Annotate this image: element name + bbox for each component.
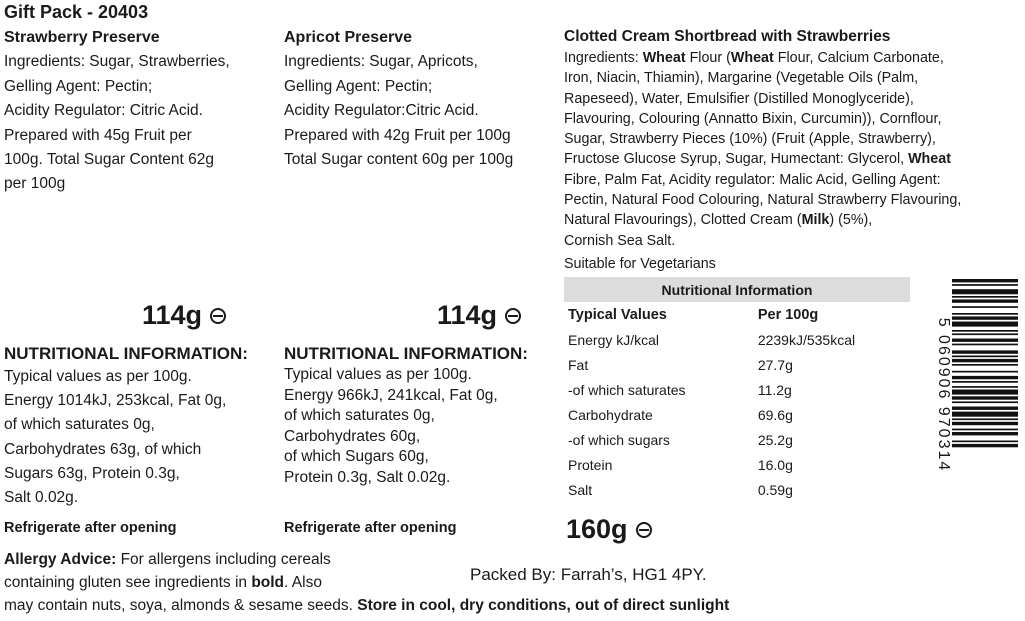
nutrition-line: Protein 0.3g, Salt 0.02g. xyxy=(284,468,451,486)
table-header: Per 100g xyxy=(757,306,819,323)
fruit-content-line: 100g. Total Sugar Content 62g xyxy=(4,151,214,169)
nutrient-name: Fat xyxy=(568,356,589,373)
storage-note: Refrigerate after opening xyxy=(284,520,457,536)
barcode-bar xyxy=(952,316,1018,319)
strawberry-nutrition xyxy=(4,343,279,510)
barcode-bar xyxy=(952,386,1018,388)
ingredients-line: Cornish Sea Salt. xyxy=(564,232,676,249)
fruit-content-line: Total Sugar content 60g per 100g xyxy=(284,151,514,169)
strawberry-preserve-section xyxy=(4,26,272,197)
weight-value: 160g xyxy=(566,514,628,544)
barcode-bar xyxy=(952,356,1018,358)
weight-value: 114g xyxy=(142,300,203,330)
nutrient-name: -of which saturates xyxy=(568,381,686,398)
ingredients-line: Acidity Regulator: Citric Acid. xyxy=(4,102,203,120)
barcode-bar xyxy=(952,344,1018,346)
barcode-bar xyxy=(952,432,1018,435)
nutrient-value: 0.59g xyxy=(757,481,793,498)
ingredients-line: Rapeseed), Water, Emulsifier (Distilled Monoglyceride), xyxy=(564,90,914,107)
storage-instruction: Store in cool, dry conditions, out of direct sunlight xyxy=(357,597,730,614)
barcode-bar xyxy=(952,407,1018,410)
nutrition-table-title: Nutritional Information xyxy=(564,277,910,302)
barcode-bar xyxy=(952,364,1018,366)
nutrient-value: 16.0g xyxy=(757,456,793,473)
nutrient-name: Carbohydrate xyxy=(568,406,653,423)
barcode-bar xyxy=(952,313,1018,315)
nutrition-line: Typical values as per 100g. xyxy=(4,368,192,385)
nutrition-line: Energy 966kJ, 241kcal, Fat 0g, xyxy=(284,386,498,404)
ingredients-line: Ingredients: Sugar, Strawberries, xyxy=(4,53,230,71)
weight-value: 114g xyxy=(437,300,498,330)
vegetarian-note: Suitable for Vegetarians xyxy=(564,255,716,272)
net-weight xyxy=(437,300,521,331)
table-row xyxy=(564,477,910,502)
allergy-text: For allergens including cereals xyxy=(116,551,331,568)
nutrition-line: Carbohydrates 63g, of which xyxy=(4,440,202,458)
nutrition-line: of which saturates 0g, xyxy=(4,416,155,434)
apricot-nutrition xyxy=(284,343,559,489)
allergy-line xyxy=(4,594,729,617)
table-row xyxy=(564,327,910,352)
ingredients-line: Sugar, Strawberry Pieces (10%) (Fruit (Apple, Strawberry), xyxy=(564,131,936,148)
barcode-bar xyxy=(952,339,1018,342)
barcode-bar xyxy=(952,396,1018,399)
shortbread-section xyxy=(564,26,1016,274)
nutrient-value: 25.2g xyxy=(757,431,793,448)
packed-by: Packed By: Farrah’s, HG1 4PY. xyxy=(470,565,707,584)
barcode-bar xyxy=(952,371,1018,373)
barcode-bar xyxy=(952,289,1018,294)
nutrient-name: -of which sugars xyxy=(568,431,670,448)
barcode-number: 5 060906 970314 xyxy=(935,317,952,473)
barcode-bar xyxy=(952,412,1018,417)
nutrient-value: 27.7g xyxy=(757,356,793,373)
ingredients-line: Ingredients: Wheat Flour (Wheat Flour, Calcium Carbonate, xyxy=(564,50,944,66)
nutrition-line: Salt 0.02g. xyxy=(4,489,79,507)
page-title: Gift Pack - 20403 xyxy=(4,2,149,22)
table-header: Typical Values xyxy=(568,306,667,323)
nutrient-value: 11.2g xyxy=(757,381,792,398)
table-row xyxy=(564,377,910,402)
table-row xyxy=(564,427,910,452)
nutrient-name: Salt xyxy=(568,481,593,498)
barcode-bar xyxy=(952,296,1018,298)
nutrient-name: Protein xyxy=(568,456,613,473)
nutrition-line: Sugars 63g, Protein 0.3g, xyxy=(4,464,180,482)
nutrition-line: of which saturates 0g, xyxy=(284,407,435,425)
barcode-bar xyxy=(952,429,1018,431)
barcode-bar xyxy=(952,333,1018,335)
estimated-sign-icon xyxy=(505,308,521,324)
product-name: Clotted Cream Shortbread with Strawberries xyxy=(564,28,891,45)
ingredients-line: Acidity Regulator:Citric Acid. xyxy=(284,102,479,120)
nutrient-value: 69.6g xyxy=(757,406,793,423)
nutrient-value: 2239kJ/535kcal xyxy=(757,331,856,348)
barcode-bar xyxy=(952,444,1018,447)
table-row xyxy=(564,402,910,427)
ingredients-line: Iron, Niacin, Thiamin), Margarine (Vegetable Oils (Palm, xyxy=(564,70,919,87)
ingredients-line: Pectin, Natural Food Colouring, Natural Strawberry Flavouring, xyxy=(564,192,962,209)
fruit-content-line: Prepared with 42g Fruit per 100g xyxy=(284,126,511,144)
nutrition-line: of which Sugars 60g, xyxy=(284,448,429,466)
barcode-bar xyxy=(952,359,1018,362)
estimated-sign-icon xyxy=(636,522,652,538)
allergy-bold-word: bold xyxy=(251,574,285,591)
barcode-bar xyxy=(952,441,1018,443)
nutrition-table xyxy=(564,277,910,502)
net-weight xyxy=(566,514,652,545)
barcode-bar xyxy=(952,299,1018,302)
ingredients-line: Gelling Agent: Pectin; xyxy=(284,77,433,95)
nutrition-line: Energy 1014kJ, 253kcal, Fat 0g, xyxy=(4,392,227,410)
ingredients-line: Ingredients: Sugar, Apricots, xyxy=(284,53,478,71)
fruit-content-line: per 100g xyxy=(4,175,66,193)
allergy-text: may contain nuts, soya, almonds & sesame seeds. xyxy=(4,597,358,614)
barcode-bar xyxy=(952,350,1018,353)
ingredients-line: Fibre, Palm Fat, Acidity regulator: Malic Acid, Gelling Agent: xyxy=(564,171,941,188)
barcode-bar xyxy=(952,401,1018,403)
barcode xyxy=(928,277,1020,515)
ingredients-line: Natural Flavourings), Clotted Cream (Milk) (5%), xyxy=(564,212,873,229)
ingredients-line: Flavouring, Colouring (Annatto Bixin, Curcumin)), Cornflour, xyxy=(564,110,942,127)
table-row xyxy=(564,452,910,477)
barcode-bar xyxy=(952,376,1018,379)
barcode-bar xyxy=(952,284,1018,286)
nutrient-name: Energy kJ/kcal xyxy=(568,331,660,348)
barcode-bar xyxy=(952,330,1018,332)
barcode-bar xyxy=(952,418,1018,420)
product-name: Strawberry Preserve xyxy=(4,29,160,46)
ingredients-line: Gelling Agent: Pectin; xyxy=(4,77,153,95)
allergy-label: Allergy Advice: xyxy=(4,551,117,568)
net-weight xyxy=(142,300,226,331)
table-row xyxy=(564,352,910,377)
barcode-bar xyxy=(952,322,1018,327)
nutrition-line: Typical values as per 100g. xyxy=(284,366,472,383)
apricot-preserve-section xyxy=(284,26,554,172)
barcode-bar xyxy=(952,306,1018,308)
product-name: Apricot Preserve xyxy=(284,29,413,46)
barcode-bar xyxy=(952,381,1018,383)
nutrition-line: Carbohydrates 60g, xyxy=(284,427,421,445)
nutrition-heading: NUTRITIONAL INFORMATION: xyxy=(284,344,528,363)
storage-note: Refrigerate after opening xyxy=(4,520,177,536)
barcode-bar xyxy=(952,279,1018,282)
allergy-text: containing gluten see ingredients in xyxy=(4,574,252,591)
fruit-content-line: Prepared with 45g Fruit per xyxy=(4,126,192,144)
ingredients-line: Fructose Glucose Syrup, Sugar, Humectant: Glycerol, Wheat xyxy=(564,151,951,168)
estimated-sign-icon xyxy=(210,308,226,324)
barcode-bar xyxy=(952,390,1018,395)
barcode-bar xyxy=(952,422,1018,425)
allergy-text: . Also xyxy=(284,574,322,591)
nutrition-heading: NUTRITIONAL INFORMATION: xyxy=(4,344,248,363)
